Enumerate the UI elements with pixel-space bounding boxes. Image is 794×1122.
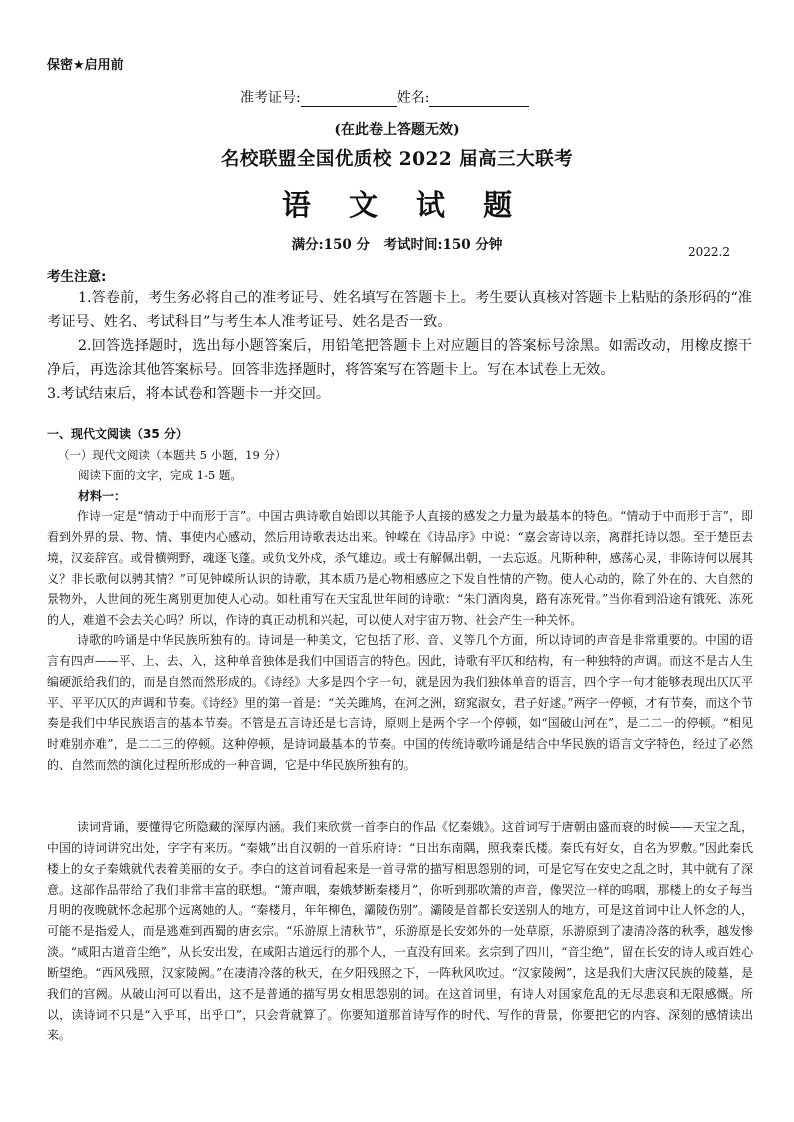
material-paragraph-1: 作诗一定是“情动于中而形于言”。中国古典诗歌自始即以其能予人直接的感发之力量为最基本的特色。“情动于中而形于言”，即看到外界的景、物、情、事使内心感动，然后用诗歌表达出来。钟嵘在《诗品序》中说：“嘉会寄诗以亲，离群托诗以怨。至于楚臣去境，汉妾辞宫。或骨横朔野，魂逐飞蓬。或负戈外戍，杀气雄边。或士有解佩出朝，一去忘返。凡斯种种，感荡心灵，非陈诗何以展其义？非长歌何以骋其情？”可见钟嵘所认识的诗歌，其本质乃是心物相感应之下发自性情的产物。使人心动的，除了外在的、大自然的景物外，人世间的死生离别更加使人心动。如杜甫写在天宝乱世年间的诗歌：“朱门酒肉臭，路有冻死骨。”当你看到沿途有饿死、冻死的人，难道不会去关心吗？所以，作诗的真正动机和兴起，可以使人对宇宙万物、社会产生一种关怀。 <box>47 509 753 628</box>
subject-title: 语 文 试 题 <box>281 188 527 222</box>
name-blank[interactable] <box>429 92 529 107</box>
exam-id-blank[interactable] <box>301 92 397 107</box>
exam-date: 2022.2 <box>688 245 730 259</box>
notice-item-2: 2.回答选择题时，选出每小题答案后，用铅笔把答题卡上对应题目的答案标号涂黑。如需改动，用橡皮擦干净后，再选涂其他答案标号。回答非选择题时，将答案写在答题卡上。写在本试卷上无效。 <box>47 338 752 378</box>
notice-title: 考生注意: <box>47 269 107 285</box>
score-time: 满分:150 分 考试时间:150 分钟 <box>291 237 503 253</box>
section-subtitle: （一）现代文阅读（本题共 5 小题，19 分） <box>58 448 287 462</box>
candidate-info-line <box>240 87 529 107</box>
confidential-label: 保密★启用前 <box>47 58 124 73</box>
material-title: 材料一： <box>78 489 127 503</box>
exam-title: 名校联盟全国优质校 2022 届高三大联考 <box>220 149 574 170</box>
notice-item-3: 3.考试结束后，将本试卷和答题卡一并交回。 <box>47 386 331 402</box>
material-paragraph-3: 读词背诵，要懂得它所隐藏的深厚内涵。我们来欣赏一首李白的作品《忆秦娥》。这首词写于唐朝由盛而衰的时候——天宝之乱，中国的诗词讲究出处，字字有来历。“秦娥”出自汉朝的一首乐府诗：“日出东南隅，照我秦氏楼。秦氏有好女，自名为罗敷。”因此秦氏楼上的女子秦娥就代表着美丽的女子。李白的这首词看起来是一首寻常的描写相思怨别的词，可是它写在安史之乱之时，其中就有了深意。这部作品带给了我们非常丰富的联想。“箫声咽，秦娥梦断秦楼月”，你听到那吹箫的声音，像哭泣一样的呜咽，那楼上的女子每当月明的夜晚就怀念起那个远离她的人。“秦楼月，年年柳色，灞陵伤别”。灞陵是首都长安送别人的地方，可是这首词中让人怀念的人，可能不是指爱人，而是逃难到西蜀的唐玄宗。“乐游原上清秋节”，乐游原是长安郊外的一处草原，乐游原到了凄清冷落的秋季，越发惨淡。“咸阳古道音尘绝”，从长安出发，在咸阳古道远行的那个人，一直没有回来。玄宗到了四川，“音尘绝”，留在长安的诗人或百姓心断望绝。“西风残照，汉家陵阙。”在凄清冷落的秋天，在夕阳残照之下，一阵秋风吹过。“汉家陵阙”，这是我们大唐汉民族的陵墓，是我们的宫阙。从破山河可以看出，这不是普通的描写男女相思怨别的词。在这首词里，有诗人对国家危乱的无尽悲哀和无限感慨。所以，读诗词不只是“入乎耳，出乎口”，只会背就算了。你要知道那首诗写作的时代、写作的背景，你要把它的内容、深刻的感情读出来。 <box>47 820 753 1043</box>
section-instruction: 阅读下面的文字，完成 1-5 题。 <box>78 468 242 482</box>
material-paragraph-2: 诗歌的吟诵是中华民族所独有的。诗词是一种美文，它包括了形、音、义等几个方面，所以诗词的声音是非常重要的。中国的语言有四声——平、上、去、入，这种单音独体是我们中国语言的特色。因此，诗歌有平仄和结构，有一种独特的声调。而这不是古人生编硬派给我们的，而是自然而然形成的。《诗经》大多是四个字一句，就是因为我们独体单音的语言，四个字一句才能够表现出仄仄平平、平平仄仄的声调和节奏。《诗经》里的第一首是：“关关雎鸠，在河之洲，窈窕淑女，君子好逑。”两字一停顿，才有节奏，而这个节奏是我们中华民族语言的基本节奏。不管是五言诗还是七言诗，原则上是两个字一个停顿，如“国破山河在”，是二二一的停顿。“相见时难别亦难”，是二二三的停顿。这种停顿，是诗词最基本的节奏。中国的传统诗歌吟诵是结合中华民族的语言文字特色，经过了必然的、自然而然的演化过程所形成的一种音调，它是中华民族所独有的。 <box>47 633 753 773</box>
section-title: 一、现代文阅读（35 分） <box>47 427 188 441</box>
invalid-note: (在此卷上答题无效) <box>334 122 460 138</box>
exam-id-label: 准考证号: <box>240 90 301 106</box>
notice-item-1: 1.答卷前，考生务必将自己的准考证号、姓名填写在答题卡上。考生要认真核对答题卡上粘贴的条形码的“准考证号、姓名、考试科目”与考生本人准考证号、姓名是否一致。 <box>47 290 752 330</box>
name-label: 姓名: <box>396 90 430 106</box>
